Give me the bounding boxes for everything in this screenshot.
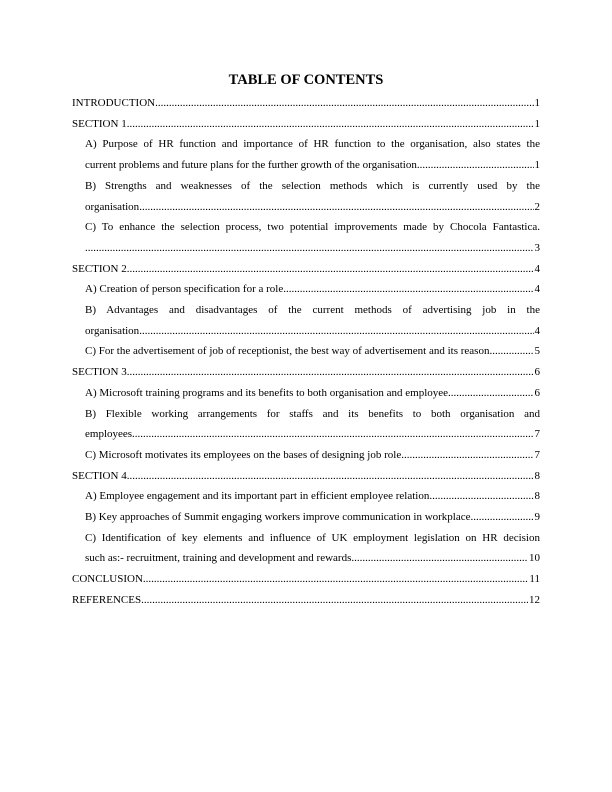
toc-page-number: 9 [534, 511, 540, 524]
toc-entry-1a[interactable] [72, 134, 540, 175]
toc-entry-text: B) Advantages and disadvantages of the current methods of advertising job in the [85, 304, 540, 317]
toc-page-number: 6 [534, 386, 540, 399]
toc-entry-text: A) Employee engagement and its important part in efficient employee relation [85, 490, 430, 503]
dot-leader [283, 279, 533, 300]
toc-page-number: 5 [534, 345, 540, 358]
toc-page-number: 10 [529, 552, 540, 565]
toc-page-number: 4 [534, 283, 540, 296]
dot-leader [489, 341, 533, 362]
toc-list [72, 93, 540, 611]
toc-page-number: 6 [534, 366, 540, 379]
toc-entry-4c[interactable] [72, 528, 540, 569]
toc-entry-text: such as:- recruitment, training and development and rewards [85, 552, 352, 565]
toc-page-number: 3 [534, 241, 540, 254]
toc-entry-text: C) Identification of key elements and influence of UK employment legislation on HR decision [85, 531, 540, 544]
toc-entry-references[interactable] [72, 590, 540, 611]
toc-entry-text: organisation [85, 200, 140, 213]
toc-entry-text: INTRODUCTION [72, 97, 156, 109]
dot-leader [351, 548, 528, 569]
toc-page-number: 4 [534, 262, 540, 275]
toc-entry-text: REFERENCES [72, 593, 142, 606]
dot-leader [132, 424, 533, 445]
dot-leader [141, 590, 528, 611]
dot-leader [139, 321, 533, 342]
dot-leader [85, 238, 534, 259]
toc-entry-text: C) For the advertisement of job of receptionist, the best way of advertisement and its reason [85, 345, 490, 358]
toc-entry-text: SECTION 2 [72, 262, 127, 275]
toc-entry-text: SECTION 4 [72, 469, 127, 482]
toc-entry-1c[interactable] [72, 217, 540, 258]
toc-page-number: 8 [534, 469, 540, 482]
toc-entry-text: C) Microsoft motivates its employees on the bases of designing job role [85, 448, 402, 461]
toc-entry-conclusion[interactable] [72, 569, 540, 590]
toc-entry-text: A) Creation of person specification for a role [85, 283, 284, 296]
toc-page-number: 4 [534, 324, 540, 337]
dot-leader [155, 93, 533, 114]
toc-entry-text: A) Microsoft training programs and its benefits to both organisation and employee [85, 386, 449, 399]
toc-page-number: 7 [534, 448, 540, 461]
toc-page-number: 11 [529, 573, 540, 586]
toc-entry-4b[interactable] [72, 507, 540, 528]
dot-leader [127, 362, 534, 383]
dot-leader [417, 155, 534, 176]
page-title: TABLE OF CONTENTS [228, 72, 384, 88]
dot-leader [127, 259, 534, 280]
toc-page-number: 2 [534, 200, 540, 213]
toc-entry-text: organisation [85, 324, 140, 337]
toc-entry-section-4[interactable] [72, 466, 540, 487]
toc-entry-text: B) Flexible working arrangements for staffs and its benefits to both organisation and [85, 407, 540, 420]
toc-entry-text: B) Key approaches of Summit engaging workers improve communication in workplace [85, 511, 471, 524]
dot-leader [401, 445, 533, 466]
toc-entry-text: employees [85, 428, 133, 441]
toc-entry-section-3[interactable] [72, 362, 540, 383]
toc-entry-1b[interactable] [72, 176, 540, 217]
toc-entry-2a[interactable] [72, 279, 540, 300]
toc-entry-section-2[interactable] [72, 259, 540, 280]
dot-leader [448, 383, 533, 404]
toc-entry-text: current problems and future plans for the further growth of the organisation [85, 159, 417, 172]
toc-entry-text: B) Strengths and weaknesses of the selection methods which is currently used by the [85, 179, 540, 192]
toc-entry-3b[interactable] [72, 404, 540, 445]
toc-page-number: 1 [534, 117, 540, 130]
toc-entry-4a[interactable] [72, 486, 540, 507]
toc-page-number: 7 [534, 428, 540, 441]
toc-page-number: 8 [534, 490, 540, 503]
dot-leader [471, 507, 534, 528]
toc-page-number: 1 [534, 97, 540, 109]
dot-leader [429, 486, 533, 507]
toc-entry-text: C) To enhance the selection process, two potential improvements made by Chocola Fantastica. [85, 221, 540, 234]
toc-page-number: 12 [529, 593, 540, 606]
toc-entry-3c[interactable] [72, 445, 540, 466]
toc-page-number: 1 [534, 159, 540, 172]
toc-entry-text: SECTION 1 [72, 117, 127, 130]
toc-entry-text: A) Purpose of HR function and importance of HR function to the organisation, also states the [85, 138, 540, 151]
dot-leader [127, 114, 534, 135]
toc-entry-text: CONCLUSION [72, 573, 143, 586]
toc-entry-2c[interactable] [72, 341, 540, 362]
dot-leader [127, 466, 534, 487]
toc-entry-2b[interactable] [72, 300, 540, 341]
toc-entry-text: SECTION 3 [72, 366, 127, 379]
dot-leader [139, 197, 533, 218]
dot-leader [143, 569, 529, 590]
toc-entry-introduction[interactable] [72, 93, 540, 114]
toc-entry-3a[interactable] [72, 383, 540, 404]
toc-entry-section-1[interactable] [72, 114, 540, 135]
